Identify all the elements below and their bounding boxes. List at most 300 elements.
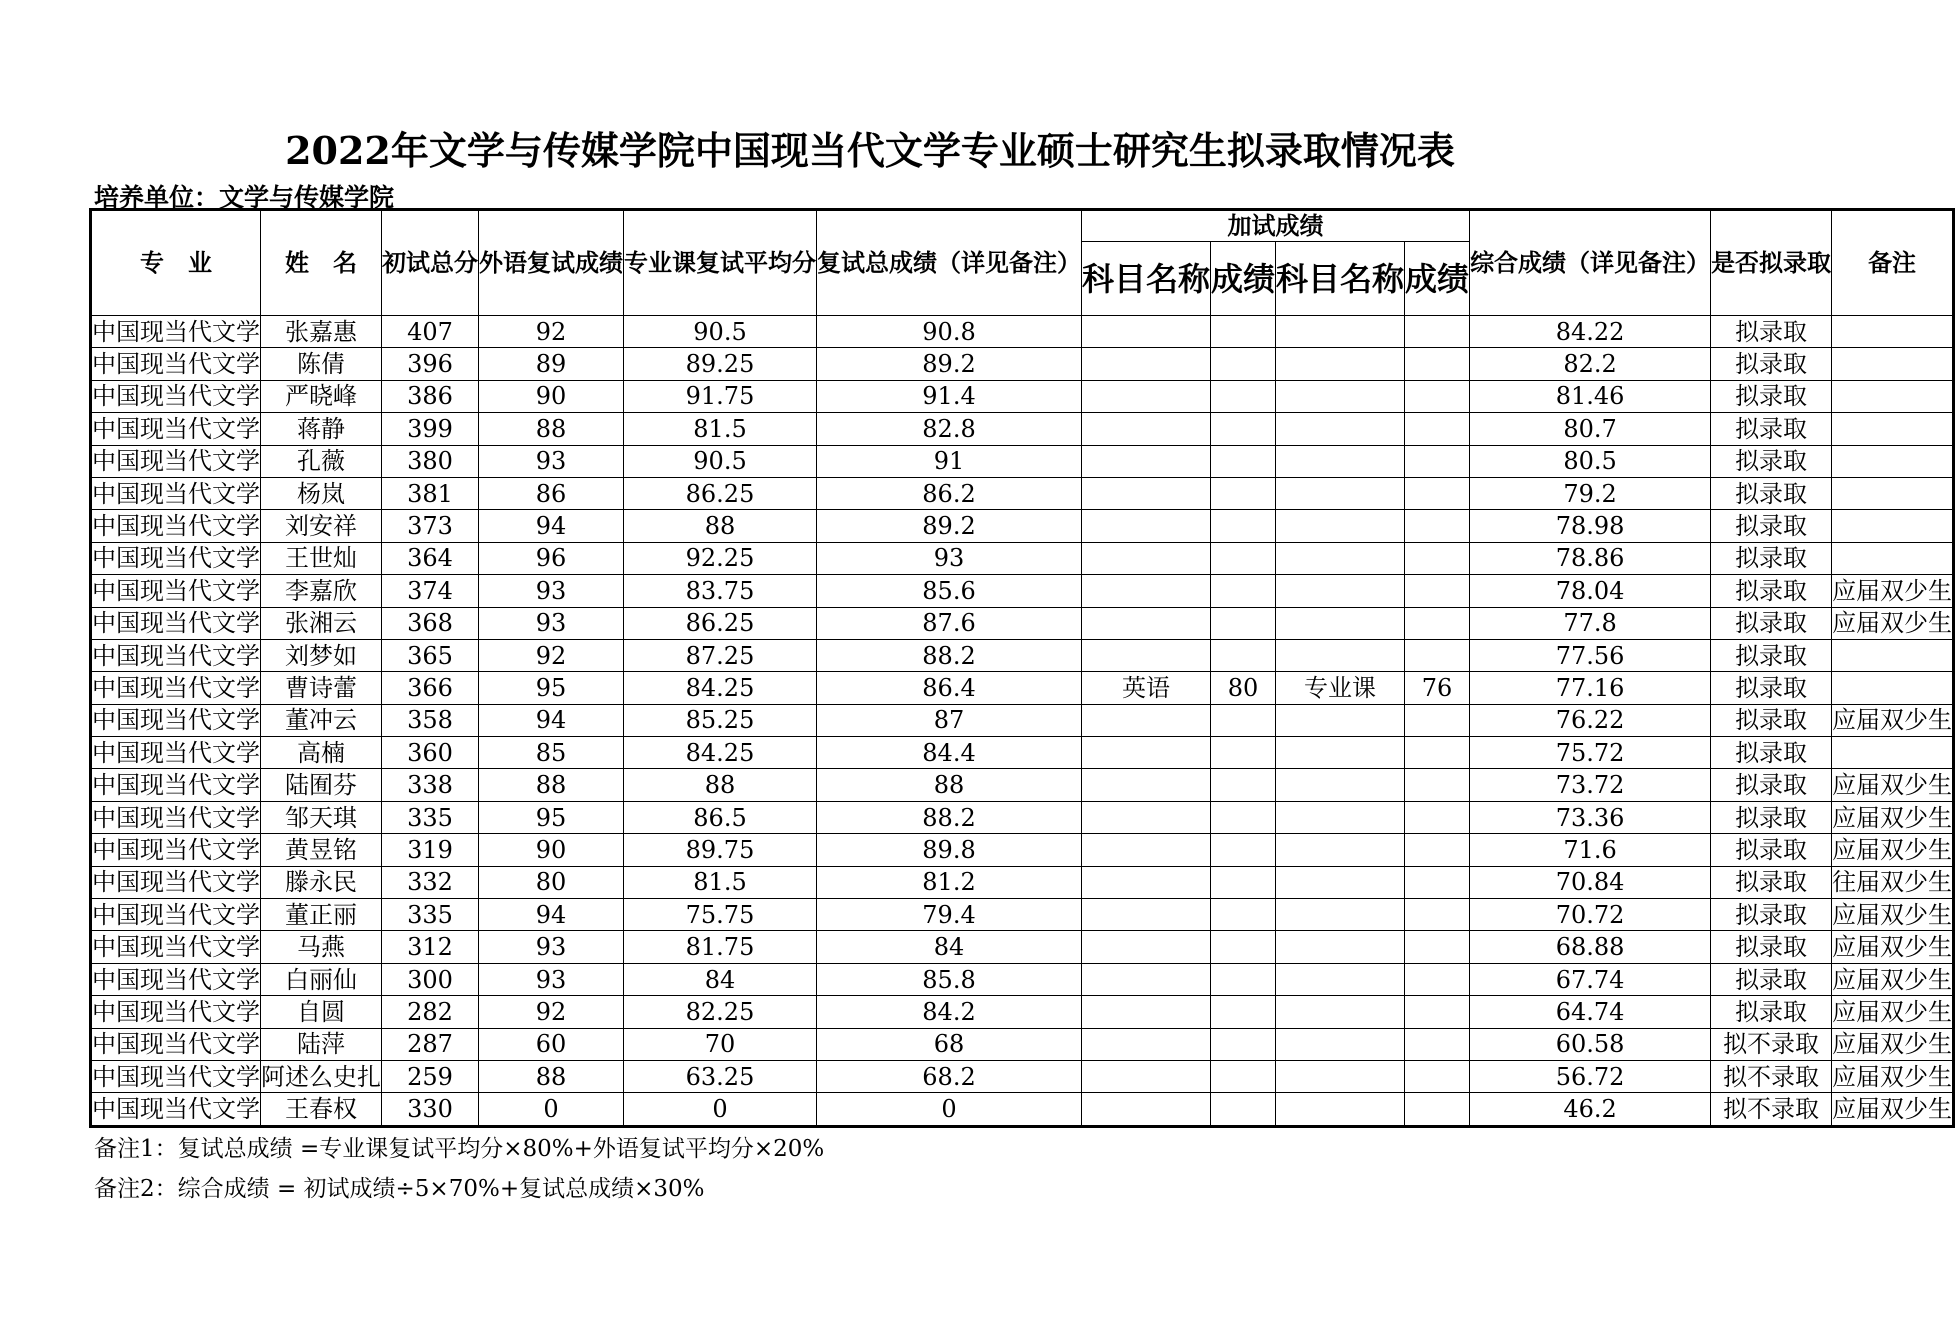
cell-extra-score-2 bbox=[1405, 542, 1470, 574]
header-subject-2: 科目名称 bbox=[1276, 242, 1405, 316]
cell-composite: 81.46 bbox=[1470, 380, 1711, 412]
cell-foreign-retest: 96 bbox=[479, 542, 624, 574]
cell-foreign-retest: 93 bbox=[479, 607, 624, 639]
cell-extra-score-2 bbox=[1405, 769, 1470, 801]
cell-admit-status: 拟录取 bbox=[1711, 348, 1832, 380]
cell-prof-retest-avg: 87.25 bbox=[624, 639, 817, 671]
cell-extra-score-1 bbox=[1211, 1028, 1276, 1060]
cell-remark: 应届双少生 bbox=[1832, 899, 1954, 931]
cell-remark bbox=[1832, 413, 1954, 445]
cell-extra-subject-1 bbox=[1082, 1028, 1211, 1060]
table-row bbox=[91, 931, 1954, 963]
cell-foreign-retest: 86 bbox=[479, 477, 624, 509]
cell-extra-subject-2 bbox=[1276, 380, 1405, 412]
cell-initial-score: 381 bbox=[382, 477, 479, 509]
cell-initial-score: 399 bbox=[382, 413, 479, 445]
cell-extra-score-2 bbox=[1405, 899, 1470, 931]
cell-extra-score-2 bbox=[1405, 413, 1470, 445]
cell-retest-total: 84 bbox=[817, 931, 1082, 963]
cell-foreign-retest: 88 bbox=[479, 1060, 624, 1092]
cell-name: 陆囿芬 bbox=[261, 769, 382, 801]
cell-admit-status: 拟录取 bbox=[1711, 575, 1832, 607]
cell-composite: 70.84 bbox=[1470, 866, 1711, 898]
cell-initial-score: 407 bbox=[382, 316, 479, 348]
cell-extra-score-1 bbox=[1211, 704, 1276, 736]
cell-foreign-retest: 94 bbox=[479, 510, 624, 542]
cell-retest-total: 82.8 bbox=[817, 413, 1082, 445]
header-initial-score: 初试总分 bbox=[382, 210, 479, 316]
cell-composite: 76.22 bbox=[1470, 704, 1711, 736]
cell-composite: 64.74 bbox=[1470, 996, 1711, 1028]
cell-major: 中国现当代文学 bbox=[91, 1028, 261, 1060]
cell-remark bbox=[1832, 316, 1954, 348]
cell-name: 孔薇 bbox=[261, 445, 382, 477]
cell-foreign-retest: 89 bbox=[479, 348, 624, 380]
cell-composite: 77.8 bbox=[1470, 607, 1711, 639]
cell-extra-subject-1 bbox=[1082, 575, 1211, 607]
cell-extra-subject-2 bbox=[1276, 445, 1405, 477]
cell-prof-retest-avg: 70 bbox=[624, 1028, 817, 1060]
cell-extra-subject-2 bbox=[1276, 316, 1405, 348]
cell-extra-score-2 bbox=[1405, 607, 1470, 639]
cell-retest-total: 89.2 bbox=[817, 348, 1082, 380]
cell-prof-retest-avg: 89.75 bbox=[624, 834, 817, 866]
cell-extra-score-1: 80 bbox=[1211, 672, 1276, 704]
cell-admit-status: 拟录取 bbox=[1711, 834, 1832, 866]
table-body bbox=[91, 316, 1954, 1127]
cell-prof-retest-avg: 83.75 bbox=[624, 575, 817, 607]
cell-initial-score: 386 bbox=[382, 380, 479, 412]
cell-extra-score-2 bbox=[1405, 996, 1470, 1028]
cell-initial-score: 300 bbox=[382, 963, 479, 995]
cell-major: 中国现当代文学 bbox=[91, 348, 261, 380]
cell-retest-total: 88.2 bbox=[817, 801, 1082, 833]
table-row bbox=[91, 769, 1954, 801]
cell-name: 邹天琪 bbox=[261, 801, 382, 833]
cell-foreign-retest: 93 bbox=[479, 575, 624, 607]
cell-prof-retest-avg: 85.25 bbox=[624, 704, 817, 736]
cell-extra-score-1 bbox=[1211, 737, 1276, 769]
cell-extra-subject-1 bbox=[1082, 445, 1211, 477]
cell-remark bbox=[1832, 445, 1954, 477]
cell-extra-score-1 bbox=[1211, 510, 1276, 542]
cell-major: 中国现当代文学 bbox=[91, 801, 261, 833]
cell-extra-subject-1 bbox=[1082, 899, 1211, 931]
cell-extra-subject-1: 英语 bbox=[1082, 672, 1211, 704]
cell-extra-score-1 bbox=[1211, 445, 1276, 477]
cell-name: 高楠 bbox=[261, 737, 382, 769]
cell-major: 中国现当代文学 bbox=[91, 672, 261, 704]
cell-extra-subject-2 bbox=[1276, 1028, 1405, 1060]
cell-admit-status: 拟录取 bbox=[1711, 899, 1832, 931]
cell-name: 曹诗蕾 bbox=[261, 672, 382, 704]
cell-name: 李嘉欣 bbox=[261, 575, 382, 607]
cell-initial-score: 312 bbox=[382, 931, 479, 963]
cell-extra-score-1 bbox=[1211, 834, 1276, 866]
cell-remark: 应届双少生 bbox=[1832, 963, 1954, 995]
cell-name: 陆萍 bbox=[261, 1028, 382, 1060]
cell-remark bbox=[1832, 348, 1954, 380]
cell-composite: 73.72 bbox=[1470, 769, 1711, 801]
cell-remark bbox=[1832, 639, 1954, 671]
cell-remark: 应届双少生 bbox=[1832, 704, 1954, 736]
cell-admit-status: 拟录取 bbox=[1711, 996, 1832, 1028]
cell-name: 张湘云 bbox=[261, 607, 382, 639]
cell-prof-retest-avg: 82.25 bbox=[624, 996, 817, 1028]
cell-retest-total: 87.6 bbox=[817, 607, 1082, 639]
cell-extra-subject-1 bbox=[1082, 639, 1211, 671]
table-row bbox=[91, 510, 1954, 542]
cell-foreign-retest: 80 bbox=[479, 866, 624, 898]
cell-prof-retest-avg: 90.5 bbox=[624, 445, 817, 477]
cell-foreign-retest: 90 bbox=[479, 834, 624, 866]
cell-remark: 应届双少生 bbox=[1832, 931, 1954, 963]
cell-extra-subject-1 bbox=[1082, 348, 1211, 380]
cell-prof-retest-avg: 81.5 bbox=[624, 413, 817, 445]
cell-name: 自圆 bbox=[261, 996, 382, 1028]
cell-name: 王春权 bbox=[261, 1093, 382, 1126]
cell-extra-score-1 bbox=[1211, 348, 1276, 380]
cell-extra-score-2 bbox=[1405, 380, 1470, 412]
cell-prof-retest-avg: 86.25 bbox=[624, 607, 817, 639]
cell-major: 中国现当代文学 bbox=[91, 834, 261, 866]
cell-extra-subject-2 bbox=[1276, 510, 1405, 542]
cell-remark: 应届双少生 bbox=[1832, 769, 1954, 801]
cell-extra-score-2 bbox=[1405, 639, 1470, 671]
cell-extra-subject-1 bbox=[1082, 316, 1211, 348]
table-row bbox=[91, 737, 1954, 769]
cell-composite: 80.5 bbox=[1470, 445, 1711, 477]
cell-retest-total: 84.2 bbox=[817, 996, 1082, 1028]
cell-retest-total: 88.2 bbox=[817, 639, 1082, 671]
cell-extra-score-2 bbox=[1405, 834, 1470, 866]
cell-admit-status: 拟录取 bbox=[1711, 510, 1832, 542]
cell-initial-score: 365 bbox=[382, 639, 479, 671]
cell-extra-score-1 bbox=[1211, 477, 1276, 509]
header-composite: 综合成绩（详见备注） bbox=[1470, 210, 1711, 316]
cell-extra-subject-2 bbox=[1276, 866, 1405, 898]
cell-extra-subject-1 bbox=[1082, 801, 1211, 833]
cell-major: 中国现当代文学 bbox=[91, 1093, 261, 1126]
cell-extra-score-1 bbox=[1211, 380, 1276, 412]
cell-initial-score: 374 bbox=[382, 575, 479, 607]
cell-retest-total: 84.4 bbox=[817, 737, 1082, 769]
cell-composite: 82.2 bbox=[1470, 348, 1711, 380]
note-1: 备注1：复试总成绩 =专业课复试平均分×80%+外语复试平均分×20% bbox=[94, 1136, 825, 1162]
cell-extra-score-1 bbox=[1211, 1060, 1276, 1092]
cell-foreign-retest: 92 bbox=[479, 639, 624, 671]
cell-extra-score-2 bbox=[1405, 1093, 1470, 1126]
cell-extra-subject-1 bbox=[1082, 380, 1211, 412]
training-unit-label: 培养单位：文学与传媒学院 bbox=[94, 183, 395, 212]
header-subject-1: 科目名称 bbox=[1082, 242, 1211, 316]
cell-extra-subject-2 bbox=[1276, 834, 1405, 866]
cell-major: 中国现当代文学 bbox=[91, 639, 261, 671]
cell-retest-total: 0 bbox=[817, 1093, 1082, 1126]
cell-extra-subject-1 bbox=[1082, 996, 1211, 1028]
table-row bbox=[91, 1060, 1954, 1092]
page-title: 2022年文学与传媒学院中国现当代文学专业硕士研究生拟录取情况表 bbox=[285, 128, 1455, 173]
cell-extra-score-2 bbox=[1405, 704, 1470, 736]
cell-composite: 78.04 bbox=[1470, 575, 1711, 607]
cell-foreign-retest: 92 bbox=[479, 316, 624, 348]
cell-name: 杨岚 bbox=[261, 477, 382, 509]
header-retest-total: 复试总成绩（详见备注） bbox=[817, 210, 1082, 316]
cell-foreign-retest: 94 bbox=[479, 899, 624, 931]
table-row bbox=[91, 542, 1954, 574]
table-row bbox=[91, 575, 1954, 607]
cell-composite: 67.74 bbox=[1470, 963, 1711, 995]
cell-extra-subject-2 bbox=[1276, 963, 1405, 995]
cell-extra-score-1 bbox=[1211, 996, 1276, 1028]
cell-extra-score-1 bbox=[1211, 607, 1276, 639]
cell-extra-score-1 bbox=[1211, 413, 1276, 445]
cell-remark: 应届双少生 bbox=[1832, 1028, 1954, 1060]
cell-foreign-retest: 95 bbox=[479, 672, 624, 704]
cell-extra-subject-1 bbox=[1082, 769, 1211, 801]
cell-prof-retest-avg: 90.5 bbox=[624, 316, 817, 348]
cell-extra-subject-1 bbox=[1082, 607, 1211, 639]
cell-extra-subject-1 bbox=[1082, 542, 1211, 574]
cell-extra-subject-2 bbox=[1276, 413, 1405, 445]
cell-extra-score-2 bbox=[1405, 445, 1470, 477]
cell-extra-score-1 bbox=[1211, 963, 1276, 995]
cell-initial-score: 287 bbox=[382, 1028, 479, 1060]
cell-admit-status: 拟录取 bbox=[1711, 801, 1832, 833]
cell-extra-subject-2 bbox=[1276, 1093, 1405, 1126]
cell-extra-subject-1 bbox=[1082, 963, 1211, 995]
table-row bbox=[91, 704, 1954, 736]
table-row bbox=[91, 380, 1954, 412]
cell-prof-retest-avg: 81.5 bbox=[624, 866, 817, 898]
cell-composite: 56.72 bbox=[1470, 1060, 1711, 1092]
cell-foreign-retest: 85 bbox=[479, 737, 624, 769]
cell-extra-subject-1 bbox=[1082, 413, 1211, 445]
table-row bbox=[91, 1093, 1954, 1126]
cell-prof-retest-avg: 89.25 bbox=[624, 348, 817, 380]
table-row bbox=[91, 348, 1954, 380]
cell-retest-total: 90.8 bbox=[817, 316, 1082, 348]
cell-initial-score: 335 bbox=[382, 899, 479, 931]
cell-extra-subject-2 bbox=[1276, 542, 1405, 574]
cell-foreign-retest: 94 bbox=[479, 704, 624, 736]
cell-extra-subject-2 bbox=[1276, 996, 1405, 1028]
cell-prof-retest-avg: 88 bbox=[624, 510, 817, 542]
cell-extra-subject-2 bbox=[1276, 348, 1405, 380]
cell-initial-score: 338 bbox=[382, 769, 479, 801]
header-foreign-retest: 外语复试成绩 bbox=[479, 210, 624, 316]
cell-extra-score-2 bbox=[1405, 1028, 1470, 1060]
cell-admit-status: 拟录取 bbox=[1711, 737, 1832, 769]
cell-extra-score-1 bbox=[1211, 316, 1276, 348]
cell-prof-retest-avg: 0 bbox=[624, 1093, 817, 1126]
cell-prof-retest-avg: 63.25 bbox=[624, 1060, 817, 1092]
cell-admit-status: 拟录取 bbox=[1711, 542, 1832, 574]
cell-admit-status: 拟录取 bbox=[1711, 931, 1832, 963]
cell-extra-score-1 bbox=[1211, 931, 1276, 963]
cell-remark: 应届双少生 bbox=[1832, 607, 1954, 639]
cell-retest-total: 93 bbox=[817, 542, 1082, 574]
table-row bbox=[91, 801, 1954, 833]
cell-extra-score-2 bbox=[1405, 1060, 1470, 1092]
cell-initial-score: 373 bbox=[382, 510, 479, 542]
cell-prof-retest-avg: 84.25 bbox=[624, 737, 817, 769]
cell-composite: 79.2 bbox=[1470, 477, 1711, 509]
cell-foreign-retest: 93 bbox=[479, 931, 624, 963]
cell-admit-status: 拟不录取 bbox=[1711, 1093, 1832, 1126]
cell-foreign-retest: 60 bbox=[479, 1028, 624, 1060]
cell-retest-total: 81.2 bbox=[817, 866, 1082, 898]
cell-extra-score-1 bbox=[1211, 866, 1276, 898]
cell-composite: 73.36 bbox=[1470, 801, 1711, 833]
cell-name: 黄昱铭 bbox=[261, 834, 382, 866]
cell-admit-status: 拟不录取 bbox=[1711, 1028, 1832, 1060]
cell-name: 董冲云 bbox=[261, 704, 382, 736]
cell-admit-status: 拟录取 bbox=[1711, 639, 1832, 671]
header-admit: 是否拟录取 bbox=[1711, 210, 1832, 316]
cell-extra-score-1 bbox=[1211, 542, 1276, 574]
cell-admit-status: 拟录取 bbox=[1711, 445, 1832, 477]
table-row bbox=[91, 899, 1954, 931]
cell-major: 中国现当代文学 bbox=[91, 1060, 261, 1092]
table-row bbox=[91, 477, 1954, 509]
cell-major: 中国现当代文学 bbox=[91, 737, 261, 769]
cell-extra-subject-2 bbox=[1276, 639, 1405, 671]
cell-name: 陈倩 bbox=[261, 348, 382, 380]
admission-table bbox=[89, 208, 1955, 1128]
cell-retest-total: 91 bbox=[817, 445, 1082, 477]
cell-remark bbox=[1832, 380, 1954, 412]
cell-name: 白丽仙 bbox=[261, 963, 382, 995]
header-score-1: 成绩 bbox=[1211, 242, 1276, 316]
cell-foreign-retest: 93 bbox=[479, 445, 624, 477]
cell-remark: 应届双少生 bbox=[1832, 996, 1954, 1028]
cell-remark bbox=[1832, 542, 1954, 574]
cell-admit-status: 拟录取 bbox=[1711, 316, 1832, 348]
cell-initial-score: 282 bbox=[382, 996, 479, 1028]
cell-extra-score-2 bbox=[1405, 575, 1470, 607]
cell-foreign-retest: 95 bbox=[479, 801, 624, 833]
cell-major: 中国现当代文学 bbox=[91, 575, 261, 607]
cell-composite: 71.6 bbox=[1470, 834, 1711, 866]
cell-foreign-retest: 88 bbox=[479, 769, 624, 801]
table-row bbox=[91, 1028, 1954, 1060]
cell-remark: 应届双少生 bbox=[1832, 801, 1954, 833]
cell-remark bbox=[1832, 672, 1954, 704]
header-name: 姓 名 bbox=[261, 210, 382, 316]
cell-extra-subject-2 bbox=[1276, 1060, 1405, 1092]
cell-remark: 应届双少生 bbox=[1832, 1060, 1954, 1092]
cell-initial-score: 396 bbox=[382, 348, 479, 380]
cell-admit-status: 拟录取 bbox=[1711, 477, 1832, 509]
cell-name: 董正丽 bbox=[261, 899, 382, 931]
cell-foreign-retest: 93 bbox=[479, 963, 624, 995]
cell-major: 中国现当代文学 bbox=[91, 445, 261, 477]
cell-initial-score: 358 bbox=[382, 704, 479, 736]
cell-foreign-retest: 0 bbox=[479, 1093, 624, 1126]
cell-initial-score: 259 bbox=[382, 1060, 479, 1092]
note-2: 备注2：综合成绩 = 初试成绩÷5×70%+复试总成绩×30% bbox=[94, 1176, 705, 1202]
cell-retest-total: 89.8 bbox=[817, 834, 1082, 866]
cell-major: 中国现当代文学 bbox=[91, 866, 261, 898]
cell-remark bbox=[1832, 477, 1954, 509]
cell-name: 刘安祥 bbox=[261, 510, 382, 542]
cell-prof-retest-avg: 88 bbox=[624, 769, 817, 801]
cell-extra-score-1 bbox=[1211, 639, 1276, 671]
cell-prof-retest-avg: 86.5 bbox=[624, 801, 817, 833]
cell-composite: 84.22 bbox=[1470, 316, 1711, 348]
cell-prof-retest-avg: 91.75 bbox=[624, 380, 817, 412]
cell-admit-status: 拟录取 bbox=[1711, 607, 1832, 639]
table-row bbox=[91, 672, 1954, 704]
cell-composite: 70.72 bbox=[1470, 899, 1711, 931]
cell-extra-subject-2 bbox=[1276, 769, 1405, 801]
cell-extra-subject-1 bbox=[1082, 1060, 1211, 1092]
cell-extra-subject-2 bbox=[1276, 477, 1405, 509]
cell-major: 中国现当代文学 bbox=[91, 413, 261, 445]
cell-extra-score-1 bbox=[1211, 575, 1276, 607]
cell-major: 中国现当代文学 bbox=[91, 542, 261, 574]
cell-admit-status: 拟录取 bbox=[1711, 704, 1832, 736]
cell-admit-status: 拟录取 bbox=[1711, 380, 1832, 412]
cell-retest-total: 86.4 bbox=[817, 672, 1082, 704]
cell-major: 中国现当代文学 bbox=[91, 996, 261, 1028]
cell-admit-status: 拟录取 bbox=[1711, 963, 1832, 995]
cell-foreign-retest: 88 bbox=[479, 413, 624, 445]
cell-composite: 77.56 bbox=[1470, 639, 1711, 671]
cell-initial-score: 330 bbox=[382, 1093, 479, 1126]
cell-major: 中国现当代文学 bbox=[91, 316, 261, 348]
cell-retest-total: 79.4 bbox=[817, 899, 1082, 931]
cell-extra-subject-1 bbox=[1082, 931, 1211, 963]
cell-extra-score-2 bbox=[1405, 477, 1470, 509]
header-score-2: 成绩 bbox=[1405, 242, 1470, 316]
cell-initial-score: 332 bbox=[382, 866, 479, 898]
cell-retest-total: 91.4 bbox=[817, 380, 1082, 412]
cell-admit-status: 拟录取 bbox=[1711, 672, 1832, 704]
cell-extra-subject-2 bbox=[1276, 899, 1405, 931]
cell-retest-total: 68 bbox=[817, 1028, 1082, 1060]
cell-retest-total: 68.2 bbox=[817, 1060, 1082, 1092]
cell-name: 刘梦如 bbox=[261, 639, 382, 671]
cell-extra-score-2 bbox=[1405, 866, 1470, 898]
table-row bbox=[91, 996, 1954, 1028]
cell-remark: 应届双少生 bbox=[1832, 834, 1954, 866]
table-row bbox=[91, 834, 1954, 866]
cell-extra-score-2 bbox=[1405, 348, 1470, 380]
cell-remark: 应届双少生 bbox=[1832, 1093, 1954, 1126]
cell-admit-status: 拟录取 bbox=[1711, 866, 1832, 898]
cell-name: 阿述么史扎 bbox=[261, 1060, 382, 1092]
cell-extra-subject-1 bbox=[1082, 834, 1211, 866]
cell-extra-subject-1 bbox=[1082, 737, 1211, 769]
cell-extra-subject-1 bbox=[1082, 477, 1211, 509]
cell-initial-score: 319 bbox=[382, 834, 479, 866]
header-extra-exam: 加试成绩 bbox=[1082, 210, 1470, 242]
cell-remark: 应届双少生 bbox=[1832, 575, 1954, 607]
cell-prof-retest-avg: 84.25 bbox=[624, 672, 817, 704]
cell-extra-score-1 bbox=[1211, 769, 1276, 801]
cell-name: 滕永民 bbox=[261, 866, 382, 898]
cell-admit-status: 拟录取 bbox=[1711, 769, 1832, 801]
cell-extra-subject-1 bbox=[1082, 510, 1211, 542]
table-row bbox=[91, 639, 1954, 671]
cell-prof-retest-avg: 86.25 bbox=[624, 477, 817, 509]
cell-major: 中国现当代文学 bbox=[91, 510, 261, 542]
cell-name: 王世灿 bbox=[261, 542, 382, 574]
cell-composite: 75.72 bbox=[1470, 737, 1711, 769]
table-row bbox=[91, 607, 1954, 639]
